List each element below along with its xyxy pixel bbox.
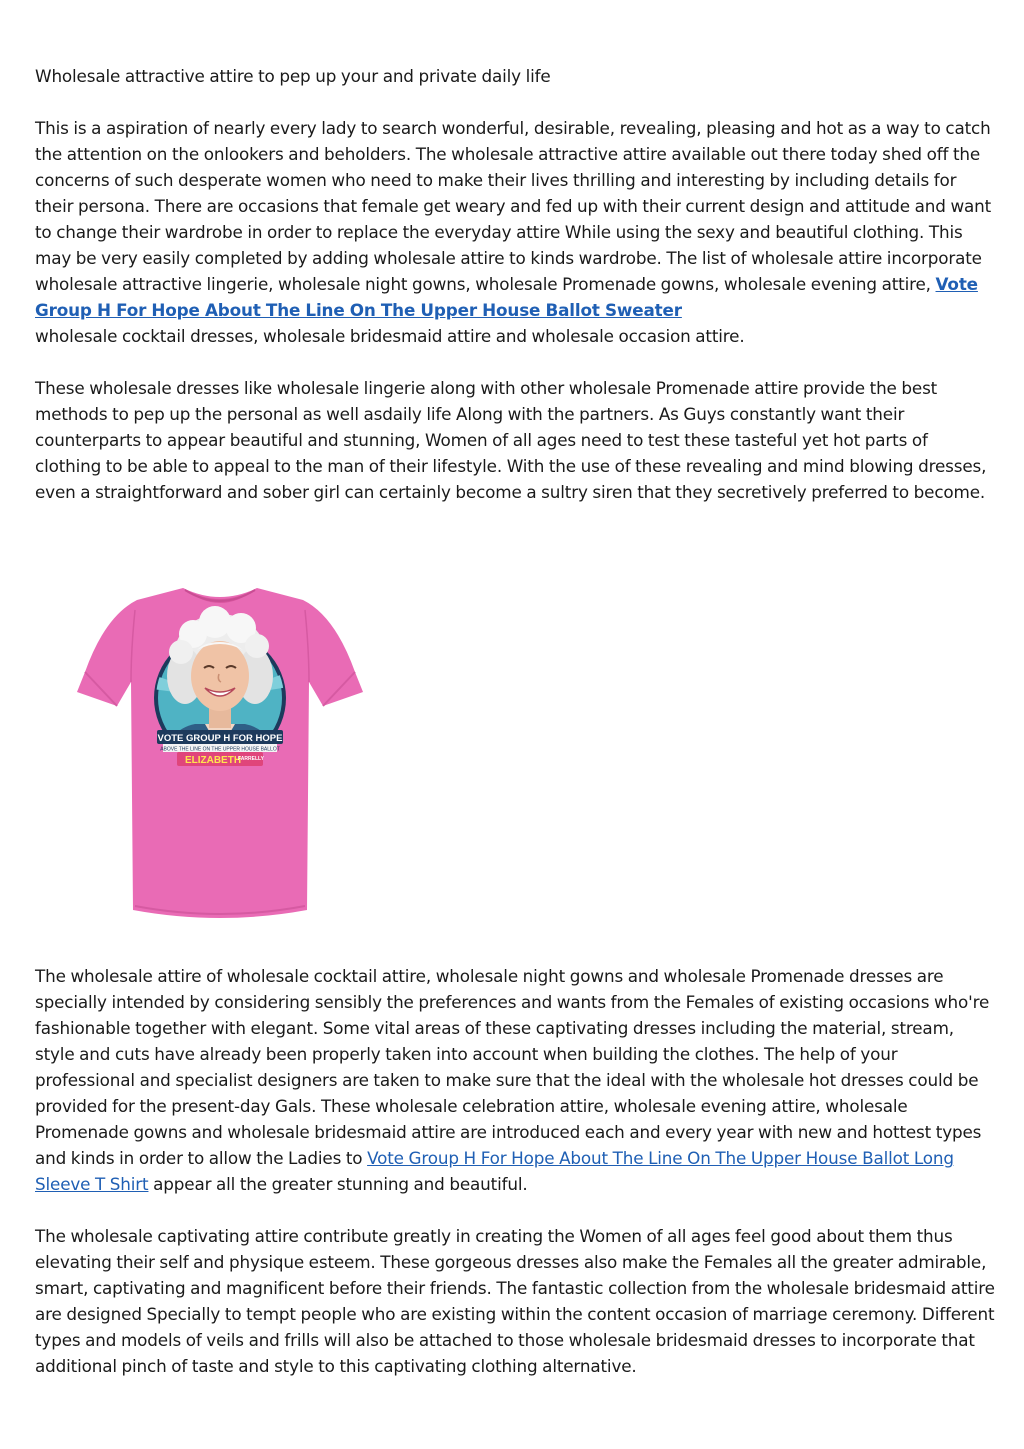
badge-surname: FARRELLY [238, 756, 264, 762]
paragraph-1-continuation: wholesale cocktail dresses, wholesale bridesmaid attire and wholesale occasion attire. [35, 326, 745, 346]
article-lower [35, 963, 995, 1379]
paragraph-2: These wholesale dresses like wholesale lingerie along with other wholesale Promenade attire provide the best methods to pep up the personal as well asdaily life Along with the partners. As Guys constantly want their counterparts to appear beautiful and stunning, Women of all ages need to test these tasteful yet hot parts of clothing to be able to appeal to the man of their lifestyle. With the use of these revealing and mind blowing dresses, even a straightforward and sober girl can certainly become a sultry siren that they secretively preferred to become. [35, 378, 987, 502]
paragraph-1 [35, 115, 995, 349]
badge-slogan: VOTE GROUP H FOR HOPE [157, 733, 283, 744]
long-sleeve-product-link[interactable]: Vote Group H For Hope About The Line On The Upper House Ballot Long Sleeve T Shirt [35, 1148, 954, 1194]
badge-subtitle: ABOVE THE LINE ON THE UPPER HOUSE BALLOT [160, 746, 280, 753]
sweater-product-link[interactable]: Vote Group H For Hope About The Line On The Upper House Ballot Sweater [35, 274, 978, 320]
article [35, 63, 995, 505]
article-title: Wholesale attractive attire to pep up your and private daily life [35, 66, 551, 86]
paragraph-3 [35, 963, 995, 1197]
paragraph-4: The wholesale captivating attire contribute greatly in creating the Women of all ages feel good about them thus elevating their self and physique esteem. These gorgeous dresses also make the Females all the greater admirable, smart, captivating and magnificent before their friends. The fantastic collection from the wholesale bridesmaid attire are designed Specially to tempt people who are existing within the content occasion of marriage ceremony. Different types and models of veils and frills will also be attached to those wholesale bridesmaid dresses to incorporate that additional pinch of taste and style to this captivating clothing alternative. [35, 1226, 995, 1376]
paragraph-3-continuation: appear all the greater stunning and beautiful. [153, 1174, 528, 1194]
paragraph-1-text: This is a aspiration of nearly every lady to search wonderful, desirable, revealing, pleasing and hot as a way to catch the attention on the onlookers and beholders. The wholesale attractive attire available out there today shed off the concerns of such desperate women who need to make their lives thrilling and interesting by including details for their persona. There are occasions that female get weary and fed up with their current design and attitude and want to change their wardrobe in order to replace the everyday attire While using the sexy and beautiful clothing. This may be very easily completed by adding wholesale attire to kinds wardrobe. The list of wholesale attire incorporate wholesale attractive lingerie, wholesale night gowns, wholesale Promenade gowns, wholesale evening attire, [35, 118, 992, 294]
badge-name: ELIZABETH [184, 755, 242, 766]
product-image-tshirt [73, 580, 368, 930]
paragraph-3-text: The wholesale attire of wholesale cocktail attire, wholesale night gowns and wholesale Promenade dresses are specially intended by considering sensibly the preferences and wants from the Females of existing occasions who're fashionable together with elegant. Some vital areas of these captivating dresses including the material, stream, style and cuts have already been properly taken into account when building the clothes. The help of your professional and specialist designers are taken to make sure that the ideal with the wholesale hot dresses could be provided for the present-day Gals. These wholesale celebration attire, wholesale evening attire, wholesale Promenade gowns and wholesale bridesmaid attire are introduced each and every year with new and hottest types and kinds in order to allow the Ladies to [35, 966, 990, 1168]
tshirt-graphic [73, 580, 368, 930]
